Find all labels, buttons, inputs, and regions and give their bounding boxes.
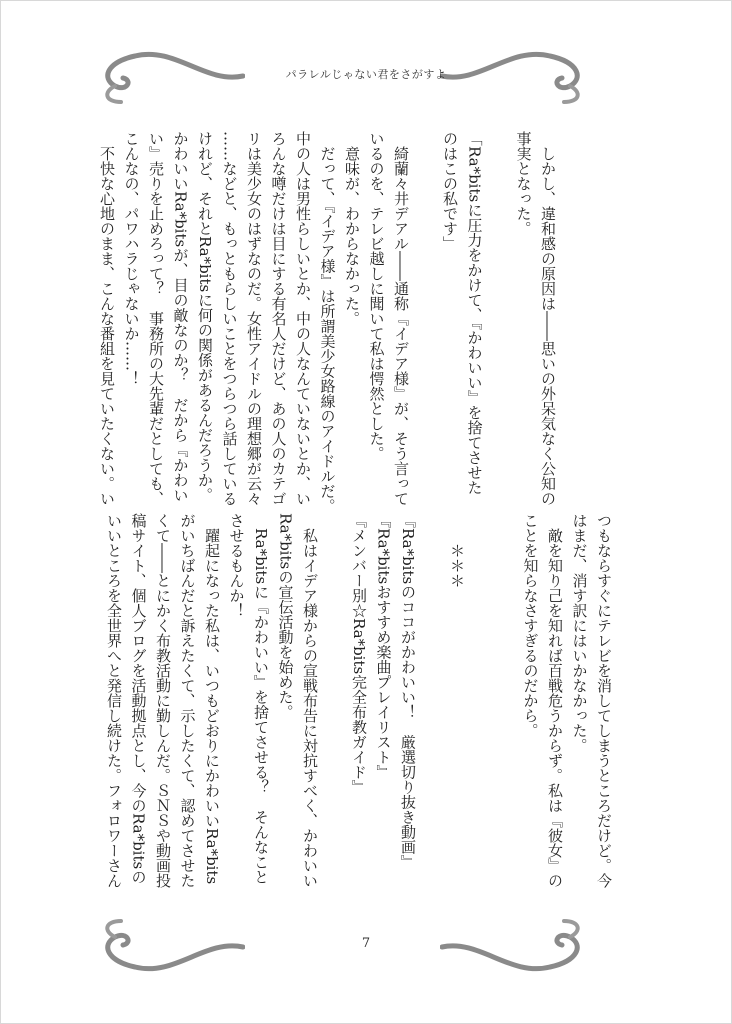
text-column: いいところを全世界へと発信し続けた。フォロワーさん [105,513,123,888]
running-header-title: パラレルじゃない君をさがすよ [285,68,447,81]
text-column: 不快な心地のまま、こんな番組を見ていたくない。い [98,131,116,506]
text-column: い』売りを止めろって？ 事務所の大先輩だとしても、 [147,131,165,506]
blank-column [469,513,494,883]
text-column: ことを知らなさすぎるのだから。 [521,513,540,738]
text-column: 稿サイト、個人ブログを活動拠点とし、今のRa*bitsの [129,513,148,885]
text-column: のはこの私です」 [441,131,459,251]
text-column: 事実となった。 [514,131,533,236]
blank-column [420,513,445,883]
text-column: 『Ra*bitsおすすめ楽曲プレイリスト』 [374,513,393,780]
text-column: こんなの、パワハラじゃないか……！ [122,131,141,386]
text-column: ＊＊＊ [448,513,466,588]
text-column: はまだ、消す訳にはいかなかった。 [570,513,589,753]
blank-column [322,513,347,883]
text-column: つもならすぐにテレビを消してしまうところだけど。今 [595,513,613,888]
text-column: 『メンバー別☆Ra*bits完全布教ガイド』 [350,513,368,795]
text-column: リは美少女のはずなのだ。女性アイドルの理想郷が云々 [245,131,263,506]
text-block-upper [95,131,560,514]
blank-column [487,131,512,496]
text-column: いるのを、テレビ越しに聞いて私は愕然とした。 [367,131,386,461]
text-column: 私はイデア様からの宣戦布告に対抗すべく、かわいい [301,513,319,888]
text-column: 『Ra*bitsのココがかわいい！ 厳選切り抜き動画』 [399,513,417,870]
text-column: くて――とにかく布教活動に勤しんだ。ＳＮＳや動画投 [154,513,172,888]
text-column: 「Ra*bitsに圧力をかけて、『かわいい』を捨てさせた [465,131,484,495]
text-column: させるもんか！ [227,513,246,618]
text-column: 敵を知り己を知れば百戦危うからず。私は『彼女』の [546,513,564,888]
text-column: Ra*bitsの宣伝活動を始めた。 [276,513,295,720]
blank-column [494,513,519,883]
text-column: ろんな噂だけは目にする有名人だけど、あの人のカテゴ [269,131,288,506]
text-column: がいちばんだと訴えたくて、示したくて、認めてさせた [178,513,197,888]
text-column: 中の人は男性らしいとか、中の人なんていないとか、い [294,131,312,506]
text-column: 意味が、わからなかった。 [343,131,361,326]
text-block-lower [102,513,616,888]
page-number: 7 [361,936,371,951]
text-column: 躍起になった私は、いつもどおりにかわいいRa*bits [203,513,221,885]
text-column: だって、『イデア様』は所謂美少女路線のアイドルだ。 [318,131,337,514]
text-column: しかし、違和感の原因は――思いの外呆気なく公知の [539,131,557,506]
text-column: かわいいRa*bitsが、目の敵なのか？ だから『かわい [171,131,190,503]
blank-column [413,131,438,496]
text-column: 綺蘭々井デアル――通称『イデア様』が、そう言って [392,131,410,506]
text-column: ……などと、もっともらしいことをつらつら話している [220,131,239,506]
text-column: けれど、それとRa*bitsに何の関係があるんだろうか。 [196,131,214,503]
text-column: Ra*bitsに『かわいい』を捨てさせる？ そんなこと [252,513,270,885]
